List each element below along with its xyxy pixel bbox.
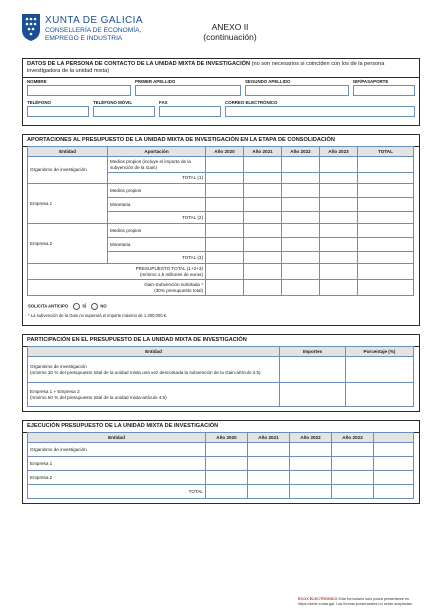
cell-input[interactable]	[358, 173, 414, 184]
cell-input[interactable]	[282, 264, 320, 280]
ejecucion-heading: EJECUCIÓN PRESUPUESTO DE LA UNIDAD MIXTA DE INVESTIGACIÓN	[23, 421, 419, 433]
cell-input[interactable]	[244, 264, 282, 280]
cell-input[interactable]	[244, 198, 282, 212]
cell-input[interactable]	[206, 173, 244, 184]
cell-input[interactable]	[320, 280, 358, 296]
cell-input[interactable]	[320, 212, 358, 224]
nombre-field[interactable]	[27, 85, 131, 96]
email-field[interactable]	[225, 106, 415, 117]
cell-input[interactable]	[206, 212, 244, 224]
col-year-2020: Año 2020	[206, 147, 244, 157]
annex-subtitle: (continuación)	[203, 32, 257, 42]
cell-input[interactable]	[282, 173, 320, 184]
cell-input[interactable]	[282, 157, 320, 173]
annex-title	[200, 22, 260, 42]
ejecucion-row-empresa-2: Empresa 2	[28, 471, 206, 485]
col-entidad: Entidad	[28, 347, 280, 357]
label-movil: TELÉFONO MÓVIL	[93, 100, 133, 105]
aportaciones-heading: APORTACIONES AL PRESUPUESTO DE LA UNIDAD MIXTA DE INVESTIGACIÓN EN LA ETAPA DE CONSOLIDACIÓN	[23, 135, 419, 147]
cell-input[interactable]	[358, 264, 414, 280]
org-line-2: EMPREGO E INDUSTRIA	[45, 35, 123, 42]
aportacion-monetaria-e1: Monetaria	[108, 198, 206, 212]
cell-input[interactable]	[374, 457, 414, 471]
col-year-2021: Año 2021	[248, 433, 290, 443]
cell-input[interactable]	[320, 184, 358, 198]
cell-input[interactable]	[248, 471, 290, 485]
cell-input[interactable]	[206, 184, 244, 198]
cell-input[interactable]	[244, 157, 282, 173]
organization-name	[45, 15, 165, 43]
cell-input[interactable]	[358, 238, 414, 252]
cell-input[interactable]	[206, 443, 248, 457]
anticipo-no-radio[interactable]	[91, 303, 98, 310]
cell-input[interactable]	[244, 212, 282, 224]
cell-input[interactable]	[206, 471, 248, 485]
cell-input[interactable]	[358, 252, 414, 264]
label-segundo-apellido: SEGUNDO APELLIDO	[245, 79, 291, 84]
cell-input[interactable]	[332, 443, 374, 457]
cell-input[interactable]	[332, 457, 374, 471]
cell-input[interactable]	[206, 198, 244, 212]
cell-input[interactable]	[290, 457, 332, 471]
footer-text: Este formulario sólo podrá presentarse en https://sede.xunta.gal. Las formas presenciales no serán aceptadas.	[298, 597, 413, 606]
col-year-2020: Año 2020	[206, 433, 248, 443]
footer-note	[298, 597, 432, 606]
participacion-heading: PARTICIPACIÓN EN EL PRESUPUESTO DE LA UNIDAD MIXTA DE INVESTIGACIÓN	[23, 335, 419, 347]
presupuesto-total-label	[28, 264, 206, 280]
cell-input[interactable]	[346, 383, 414, 407]
segundo-apellido-field[interactable]	[245, 85, 349, 96]
cell-input[interactable]	[244, 252, 282, 264]
participacion-row-organismo-note: (mínimo 10 % del presupuesto total de la unidad mixta una vez descontada la subvención de la Gain-artículo 4.5)	[30, 369, 261, 375]
cell-input[interactable]	[206, 157, 244, 173]
cell-input[interactable]	[282, 252, 320, 264]
anticipo-si-radio[interactable]	[73, 303, 80, 310]
primer-apellido-field[interactable]	[135, 85, 241, 96]
col-year-2023: Año 2023	[320, 147, 358, 157]
xunta-logo	[20, 12, 42, 42]
aportaciones-footnote: * La subvención de la Gain no superará el importe máximo de 1.300.000 €.	[28, 313, 168, 318]
cell-input[interactable]	[206, 224, 244, 238]
cell-input[interactable]	[206, 264, 244, 280]
fax-field[interactable]	[159, 106, 221, 117]
col-year-2023: Año 2023	[332, 433, 374, 443]
cell-input[interactable]	[206, 238, 244, 252]
col-total-blank	[374, 433, 414, 443]
label-nif: NIF/PASAPORTE	[353, 79, 389, 84]
cell-input[interactable]	[290, 471, 332, 485]
ejecucion-total-label: TOTAL	[28, 485, 206, 499]
cell-input[interactable]	[358, 280, 414, 296]
cell-input[interactable]	[244, 184, 282, 198]
nif-field[interactable]	[353, 85, 415, 96]
cell-input[interactable]	[280, 383, 346, 407]
aportacion-medios-propios-e2: Medios propios	[108, 224, 206, 238]
contact-heading-title: DATOS DE LA PERSONA DE CONTACTO DE LA UNIDAD MIXTA DE INVESTIGACIÓN	[27, 61, 251, 67]
org-title: XUNTA DE GALICIA	[45, 15, 143, 26]
cell-input[interactable]	[358, 212, 414, 224]
col-total: TOTAL	[358, 147, 414, 157]
cell-input[interactable]	[206, 252, 244, 264]
col-importes: Importes	[280, 347, 346, 357]
presupuesto-total-note: (mínimo 1,5 millones de euros)	[139, 271, 203, 277]
cell-input[interactable]	[320, 238, 358, 252]
participacion-row-empresas	[28, 383, 280, 407]
cell-input[interactable]	[374, 485, 414, 499]
cell-input[interactable]	[320, 173, 358, 184]
label-nombre: NOMBRE	[27, 79, 47, 84]
cell-input[interactable]	[358, 157, 414, 173]
cell-input[interactable]	[290, 485, 332, 499]
label-email: CORREO ELECTRÓNICO	[225, 100, 278, 105]
cell-input[interactable]	[290, 443, 332, 457]
contact-section	[22, 58, 420, 126]
col-year-2022: Año 2022	[290, 433, 332, 443]
participacion-row-organismo-title: Organismo de investigación	[30, 363, 87, 369]
cell-input[interactable]	[320, 198, 358, 212]
cell-input[interactable]	[244, 238, 282, 252]
footer-brand: ECOX ELECTRÓNICO	[298, 597, 338, 601]
gain-solicitada-label	[28, 280, 206, 296]
col-porcentaje: Porcentaje (%)	[346, 347, 414, 357]
contact-heading-note: (no son necesarios si coinciden con los de la persona investigadora de la unidad mixta)	[27, 61, 385, 74]
cell-input[interactable]	[244, 173, 282, 184]
cell-input[interactable]	[282, 212, 320, 224]
contact-heading	[23, 59, 419, 78]
col-year-2022: Año 2022	[282, 147, 320, 157]
presupuesto-total-text: PRESUPUESTO TOTAL (1+2+3)	[135, 265, 203, 271]
aportaciones-table	[27, 146, 414, 296]
cell-input[interactable]	[282, 280, 320, 296]
cell-input[interactable]	[374, 471, 414, 485]
anticipo-row	[28, 303, 107, 310]
movil-field[interactable]	[93, 106, 155, 117]
entity-empresa-1: Empresa 1	[28, 184, 108, 224]
cell-input[interactable]	[374, 443, 414, 457]
cell-input[interactable]	[248, 485, 290, 499]
participacion-row-empresas-note: (mínimo 50 % del presupuesto total de la unidad mixta-artículo 4.5)	[30, 394, 167, 400]
anticipo-label: SOLICITA ANTICIPO	[28, 303, 69, 309]
cell-input[interactable]	[244, 280, 282, 296]
ejecucion-table	[27, 432, 414, 499]
label-fax: FAX	[159, 100, 168, 105]
total-1-label: TOTAL (1)	[108, 173, 206, 184]
participacion-table	[27, 346, 414, 407]
cell-input[interactable]	[280, 357, 346, 383]
cell-input[interactable]	[320, 264, 358, 280]
aportacion-monetaria-e2: Monetaria	[108, 238, 206, 252]
cell-input[interactable]	[346, 357, 414, 383]
total-3-label: TOTAL (3)	[108, 252, 206, 264]
cell-input[interactable]	[358, 224, 414, 238]
telefono-field[interactable]	[27, 106, 89, 117]
cell-input[interactable]	[358, 198, 414, 212]
aportacion-medios-propios-e1: Medios propios	[108, 184, 206, 198]
cell-input[interactable]	[248, 443, 290, 457]
ejecucion-row-organismo: Organismo de investigación	[28, 443, 206, 457]
anticipo-si-label: SÍ	[82, 303, 87, 309]
cell-input[interactable]	[320, 252, 358, 264]
col-entidad: Entidad	[28, 433, 206, 443]
entity-empresa-2: Empresa 2	[28, 224, 108, 264]
cell-input[interactable]	[332, 485, 374, 499]
gain-solicitada-note: (30% presupuesto total)	[154, 287, 203, 293]
participacion-row-empresas-title: Empresa 1 + Empresa 2	[30, 388, 80, 394]
cell-input[interactable]	[282, 198, 320, 212]
participacion-row-organismo	[28, 357, 280, 383]
ejecucion-row-empresa-1: Empresa 1	[28, 457, 206, 471]
cell-input[interactable]	[332, 471, 374, 485]
cell-input[interactable]	[358, 184, 414, 198]
cell-input[interactable]	[282, 238, 320, 252]
col-year-2021: Año 2021	[244, 147, 282, 157]
cell-input[interactable]	[206, 457, 248, 471]
anticipo-no-label: NO	[100, 303, 107, 309]
col-aportacion: Aportación	[108, 147, 206, 157]
total-2-label: TOTAL (2)	[108, 212, 206, 224]
cell-input[interactable]	[206, 485, 248, 499]
cell-input[interactable]	[244, 224, 282, 238]
label-telefono: TELÉFONO	[27, 100, 51, 105]
cell-input[interactable]	[320, 157, 358, 173]
org-line-1: CONSELLERÍA DE ECONOMÍA,	[45, 27, 142, 34]
entity-organismo: Organismo de investigación	[28, 157, 108, 184]
cell-input[interactable]	[206, 280, 244, 296]
annex-title-text: ANEXO II	[211, 22, 249, 32]
gain-solicitada-text: Gain-Subvención solicitada *	[144, 281, 203, 287]
cell-input[interactable]	[282, 224, 320, 238]
cell-input[interactable]	[282, 184, 320, 198]
aportacion-medios-propios-org: Medios propios (incluye el importe de la subvención de la Gain)	[108, 157, 206, 173]
cell-input[interactable]	[320, 224, 358, 238]
cell-input[interactable]	[248, 457, 290, 471]
col-entidad: Entidad	[28, 147, 108, 157]
label-primer-apellido: PRIMER APELLIDO	[135, 79, 176, 84]
